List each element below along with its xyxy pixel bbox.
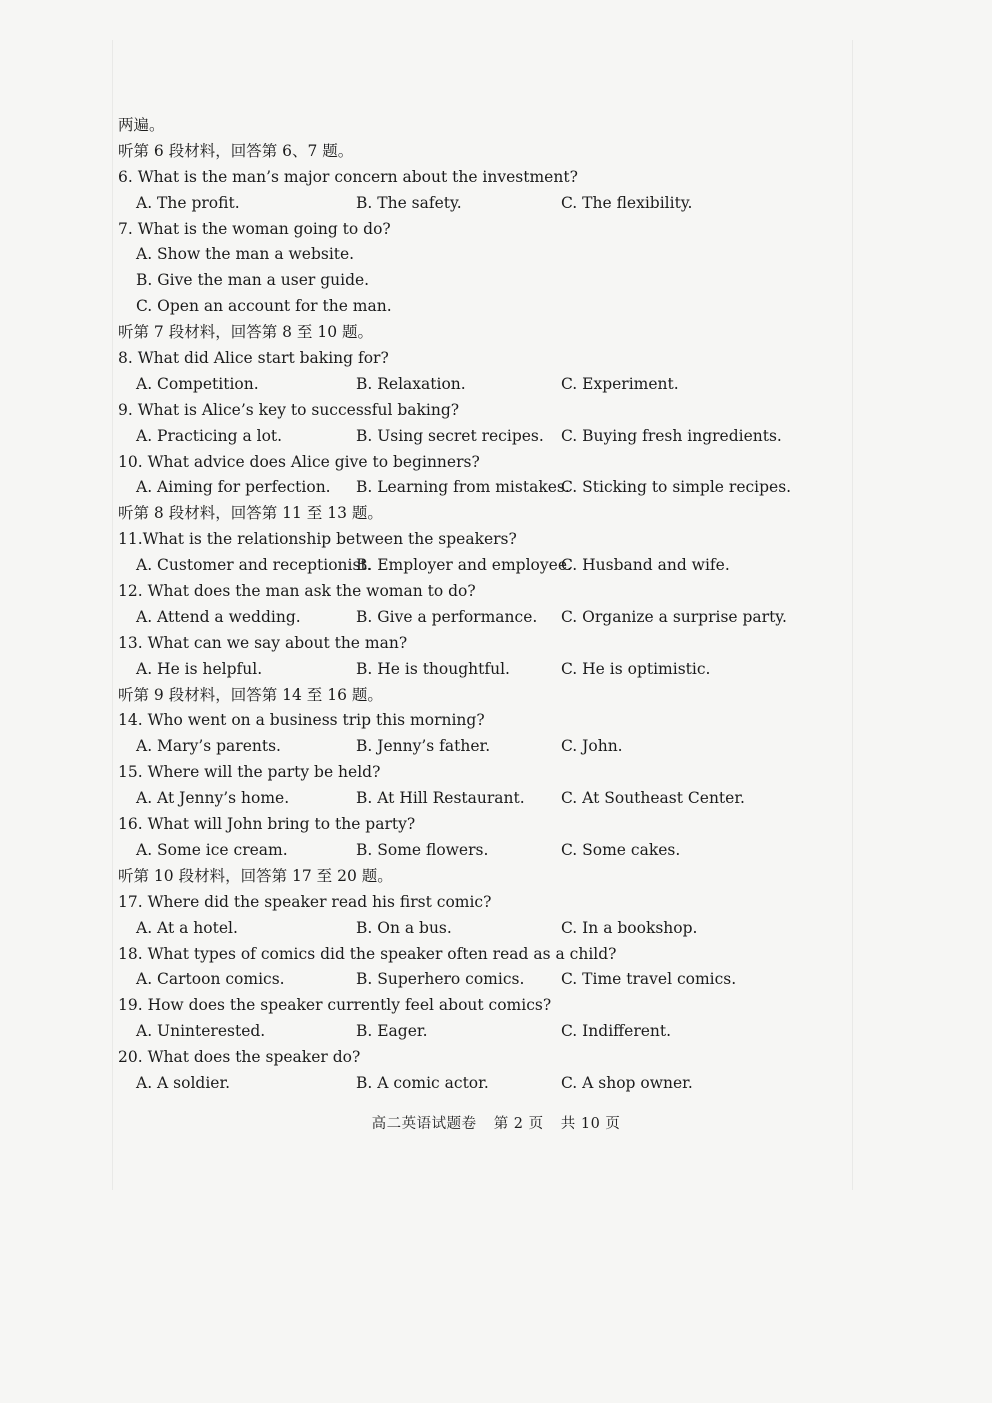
option-c: C. He is optimistic. — [561, 659, 711, 678]
answer-options-row — [118, 475, 878, 501]
answer-options-row — [118, 838, 878, 864]
option-c: C. In a bookshop. — [561, 918, 698, 937]
scan-edge-left — [112, 40, 113, 1190]
option-a: A. He is helpful. — [136, 659, 263, 678]
option-b: B. Using secret recipes. — [356, 426, 544, 445]
section-heading: 听第 9 段材料，回答第 14 至 16 题。 — [118, 685, 383, 704]
option-b: B. A comic actor. — [356, 1073, 489, 1092]
question-text: 17. Where did the speaker read his first comic? — [118, 892, 492, 911]
option-b: B. Relaxation. — [356, 374, 466, 393]
question-text: 6. What is the man’s major concern about the investment? — [118, 167, 578, 186]
option-a: A. Competition. — [136, 374, 259, 393]
option-c: C. At Southeast Center. — [561, 789, 745, 808]
question-text: 19. How does the speaker currently feel about comics? — [118, 996, 552, 1015]
intro-text: 两遍。 — [118, 116, 165, 134]
question-text: 7. What is the woman going to do? — [118, 219, 391, 238]
option-c: C. Sticking to simple recipes. — [561, 478, 792, 497]
answer-options-row — [118, 191, 878, 217]
option-c: C. Time travel comics. — [561, 970, 737, 989]
question-text: 8. What did Alice start baking for? — [118, 349, 389, 368]
option-b: B. Jenny’s father. — [356, 737, 491, 756]
option-a: A. Mary’s parents. — [136, 737, 281, 756]
option-b: B. Employer and employee. — [356, 556, 572, 575]
option-a: A. Some ice cream. — [136, 840, 288, 859]
option-a: A. The profit. — [136, 193, 240, 212]
option-c: C. John. — [561, 737, 623, 756]
answer-options-row — [118, 1019, 878, 1045]
option-c: C. A shop owner. — [561, 1073, 693, 1092]
option-a: A. A soldier. — [136, 1073, 231, 1092]
question-text: 13. What can we say about the man? — [118, 633, 408, 652]
answer-options-row — [118, 657, 878, 683]
answer-options-row — [118, 553, 878, 579]
option-a: A. Cartoon comics. — [136, 970, 285, 989]
question-text: 12. What does the man ask the woman to do? — [118, 582, 476, 601]
option-b: B. Learning from mistakes. — [356, 478, 570, 497]
question-text: 18. What types of comics did the speaker often read as a child? — [118, 944, 617, 963]
answer-options-row — [118, 967, 878, 993]
answer-options-row — [118, 916, 878, 942]
page-footer — [0, 1112, 992, 1133]
question-list — [118, 113, 878, 1097]
answer-option: C. Open an account for the man. — [136, 297, 392, 316]
option-a: A. Attend a wedding. — [136, 607, 301, 626]
option-a: A. At Jenny’s home. — [136, 789, 290, 808]
question-text: 16. What will John bring to the party? — [118, 815, 416, 834]
answer-options-row — [118, 424, 878, 450]
option-c: C. Some cakes. — [561, 840, 681, 859]
answer-options-row — [118, 372, 878, 398]
option-c: C. Buying fresh ingredients. — [561, 426, 782, 445]
answer-options-row — [118, 734, 878, 760]
question-text: 9. What is Alice’s key to successful baking? — [118, 400, 460, 419]
option-a: A. Customer and receptionist. — [136, 556, 372, 575]
question-text: 11.What is the relationship between the speakers? — [118, 530, 517, 549]
option-c: C. Experiment. — [561, 374, 679, 393]
answer-options-row — [118, 605, 878, 631]
option-b: B. On a bus. — [356, 918, 452, 937]
option-b: B. Eager. — [356, 1022, 428, 1041]
option-a: A. Practicing a lot. — [136, 426, 283, 445]
option-b: B. The safety. — [356, 193, 462, 212]
question-text: 20. What does the speaker do? — [118, 1048, 361, 1067]
answer-options-row — [118, 786, 878, 812]
option-a: A. Uninterested. — [136, 1022, 266, 1041]
option-b: B. He is thoughtful. — [356, 659, 510, 678]
question-text: 10. What advice does Alice give to beginners? — [118, 452, 480, 471]
section-heading: 听第 7 段材料，回答第 8 至 10 题。 — [118, 323, 374, 342]
question-text: 15. Where will the party be held? — [118, 763, 381, 782]
option-c: C. The flexibility. — [561, 193, 693, 212]
footer-subject: 高二英语试题卷 — [371, 1116, 477, 1132]
section-heading: 听第 6 段材料，回答第 6、7 题。 — [118, 141, 354, 160]
question-text: 14. Who went on a business trip this morning? — [118, 711, 485, 730]
option-a: A. Aiming for perfection. — [136, 478, 331, 497]
option-b: B. Some flowers. — [356, 840, 489, 859]
answer-option: B. Give the man a user guide. — [136, 271, 370, 290]
answer-option: A. Show the man a website. — [136, 245, 355, 264]
answer-options-row — [118, 1071, 878, 1097]
option-b: B. Superhero comics. — [356, 970, 525, 989]
section-heading: 听第 10 段材料，回答第 17 至 20 题。 — [118, 866, 393, 885]
option-c: C. Husband and wife. — [561, 556, 730, 575]
option-b: B. At Hill Restaurant. — [356, 789, 525, 808]
footer-total: 共 10 页 — [560, 1116, 621, 1132]
footer-page: 第 2 页 — [493, 1116, 544, 1132]
section-heading: 听第 8 段材料，回答第 11 至 13 题。 — [118, 504, 383, 523]
option-a: A. At a hotel. — [136, 918, 238, 937]
option-b: B. Give a performance. — [356, 607, 538, 626]
option-c: C. Indifferent. — [561, 1022, 672, 1041]
option-c: C. Organize a surprise party. — [561, 607, 787, 626]
